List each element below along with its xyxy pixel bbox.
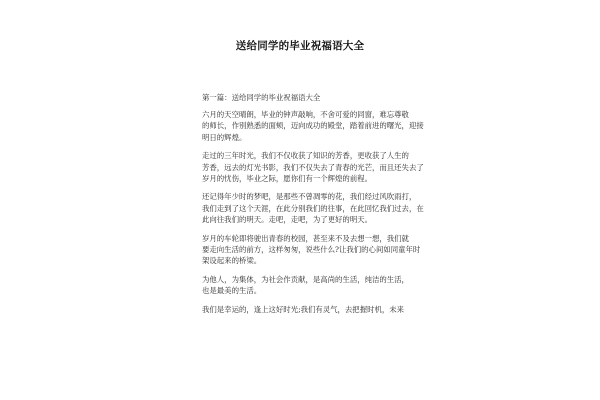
text-line: 芳香，远去的灯光书影，我们不仅失去了青春的光芒，而且还失去了 bbox=[202, 162, 424, 172]
text-line: 我们走到了这个天涯，在此分别我们的往事，在此回忆我们过去，在 bbox=[202, 203, 424, 213]
text-line: 也是最美的生活。 bbox=[202, 286, 262, 296]
text-line: 我们是幸运的，逢上这好时光;我们有灵气，去把握时机，未来 bbox=[202, 304, 405, 314]
text-line: 明日的辉煌。 bbox=[202, 132, 247, 142]
paragraph bbox=[202, 109, 424, 143]
text-line: 岁月的车轮即将驶出青春的校园，甚至来不及去想一想，我们就 bbox=[202, 233, 409, 243]
text-line: 此向往我们的明天。走吧，走吧，为了更好的明天。 bbox=[202, 215, 372, 225]
text-line: 走过的三年时光，我们不仅收获了知识的芳香，更收获了人生的 bbox=[202, 151, 409, 161]
document-title: 送给同学的毕业祝福语大全 bbox=[235, 40, 365, 52]
text-line: 要走向生活的前方，这样匆匆，说些什么?让我们的心间如同童年时 bbox=[202, 245, 421, 255]
text-line: 六月的天空晴朗，毕业的钟声敲响，不舍可爱的同窗，难忘尊敬 bbox=[202, 110, 409, 119]
paragraph bbox=[202, 233, 424, 267]
paragraph bbox=[202, 274, 424, 297]
text-line: 还记得年少时的梦吧，是那些不曾凋零的花，我们经过风吹雨打， bbox=[202, 192, 417, 202]
section-heading: 第一篇：送给同学的毕业祝福语大全 bbox=[202, 93, 321, 102]
paragraph bbox=[202, 150, 424, 184]
text-line: 架设起来的桥梁。 bbox=[202, 256, 262, 266]
paragraph bbox=[202, 304, 424, 315]
text-line: 为他人，为集体，为社会作贡献，是高尚的生活，纯洁的生活， bbox=[202, 274, 409, 284]
text-line: 的师长，作别熟悉的面颊，迈向成功的殿堂，踏着前进的曙光，迎接 bbox=[202, 121, 424, 131]
text-line: 岁月的忧伤，毕业之际，愿你们有一个辉煌的前程。 bbox=[202, 174, 372, 184]
paragraph bbox=[202, 191, 424, 225]
document-body bbox=[202, 93, 424, 322]
